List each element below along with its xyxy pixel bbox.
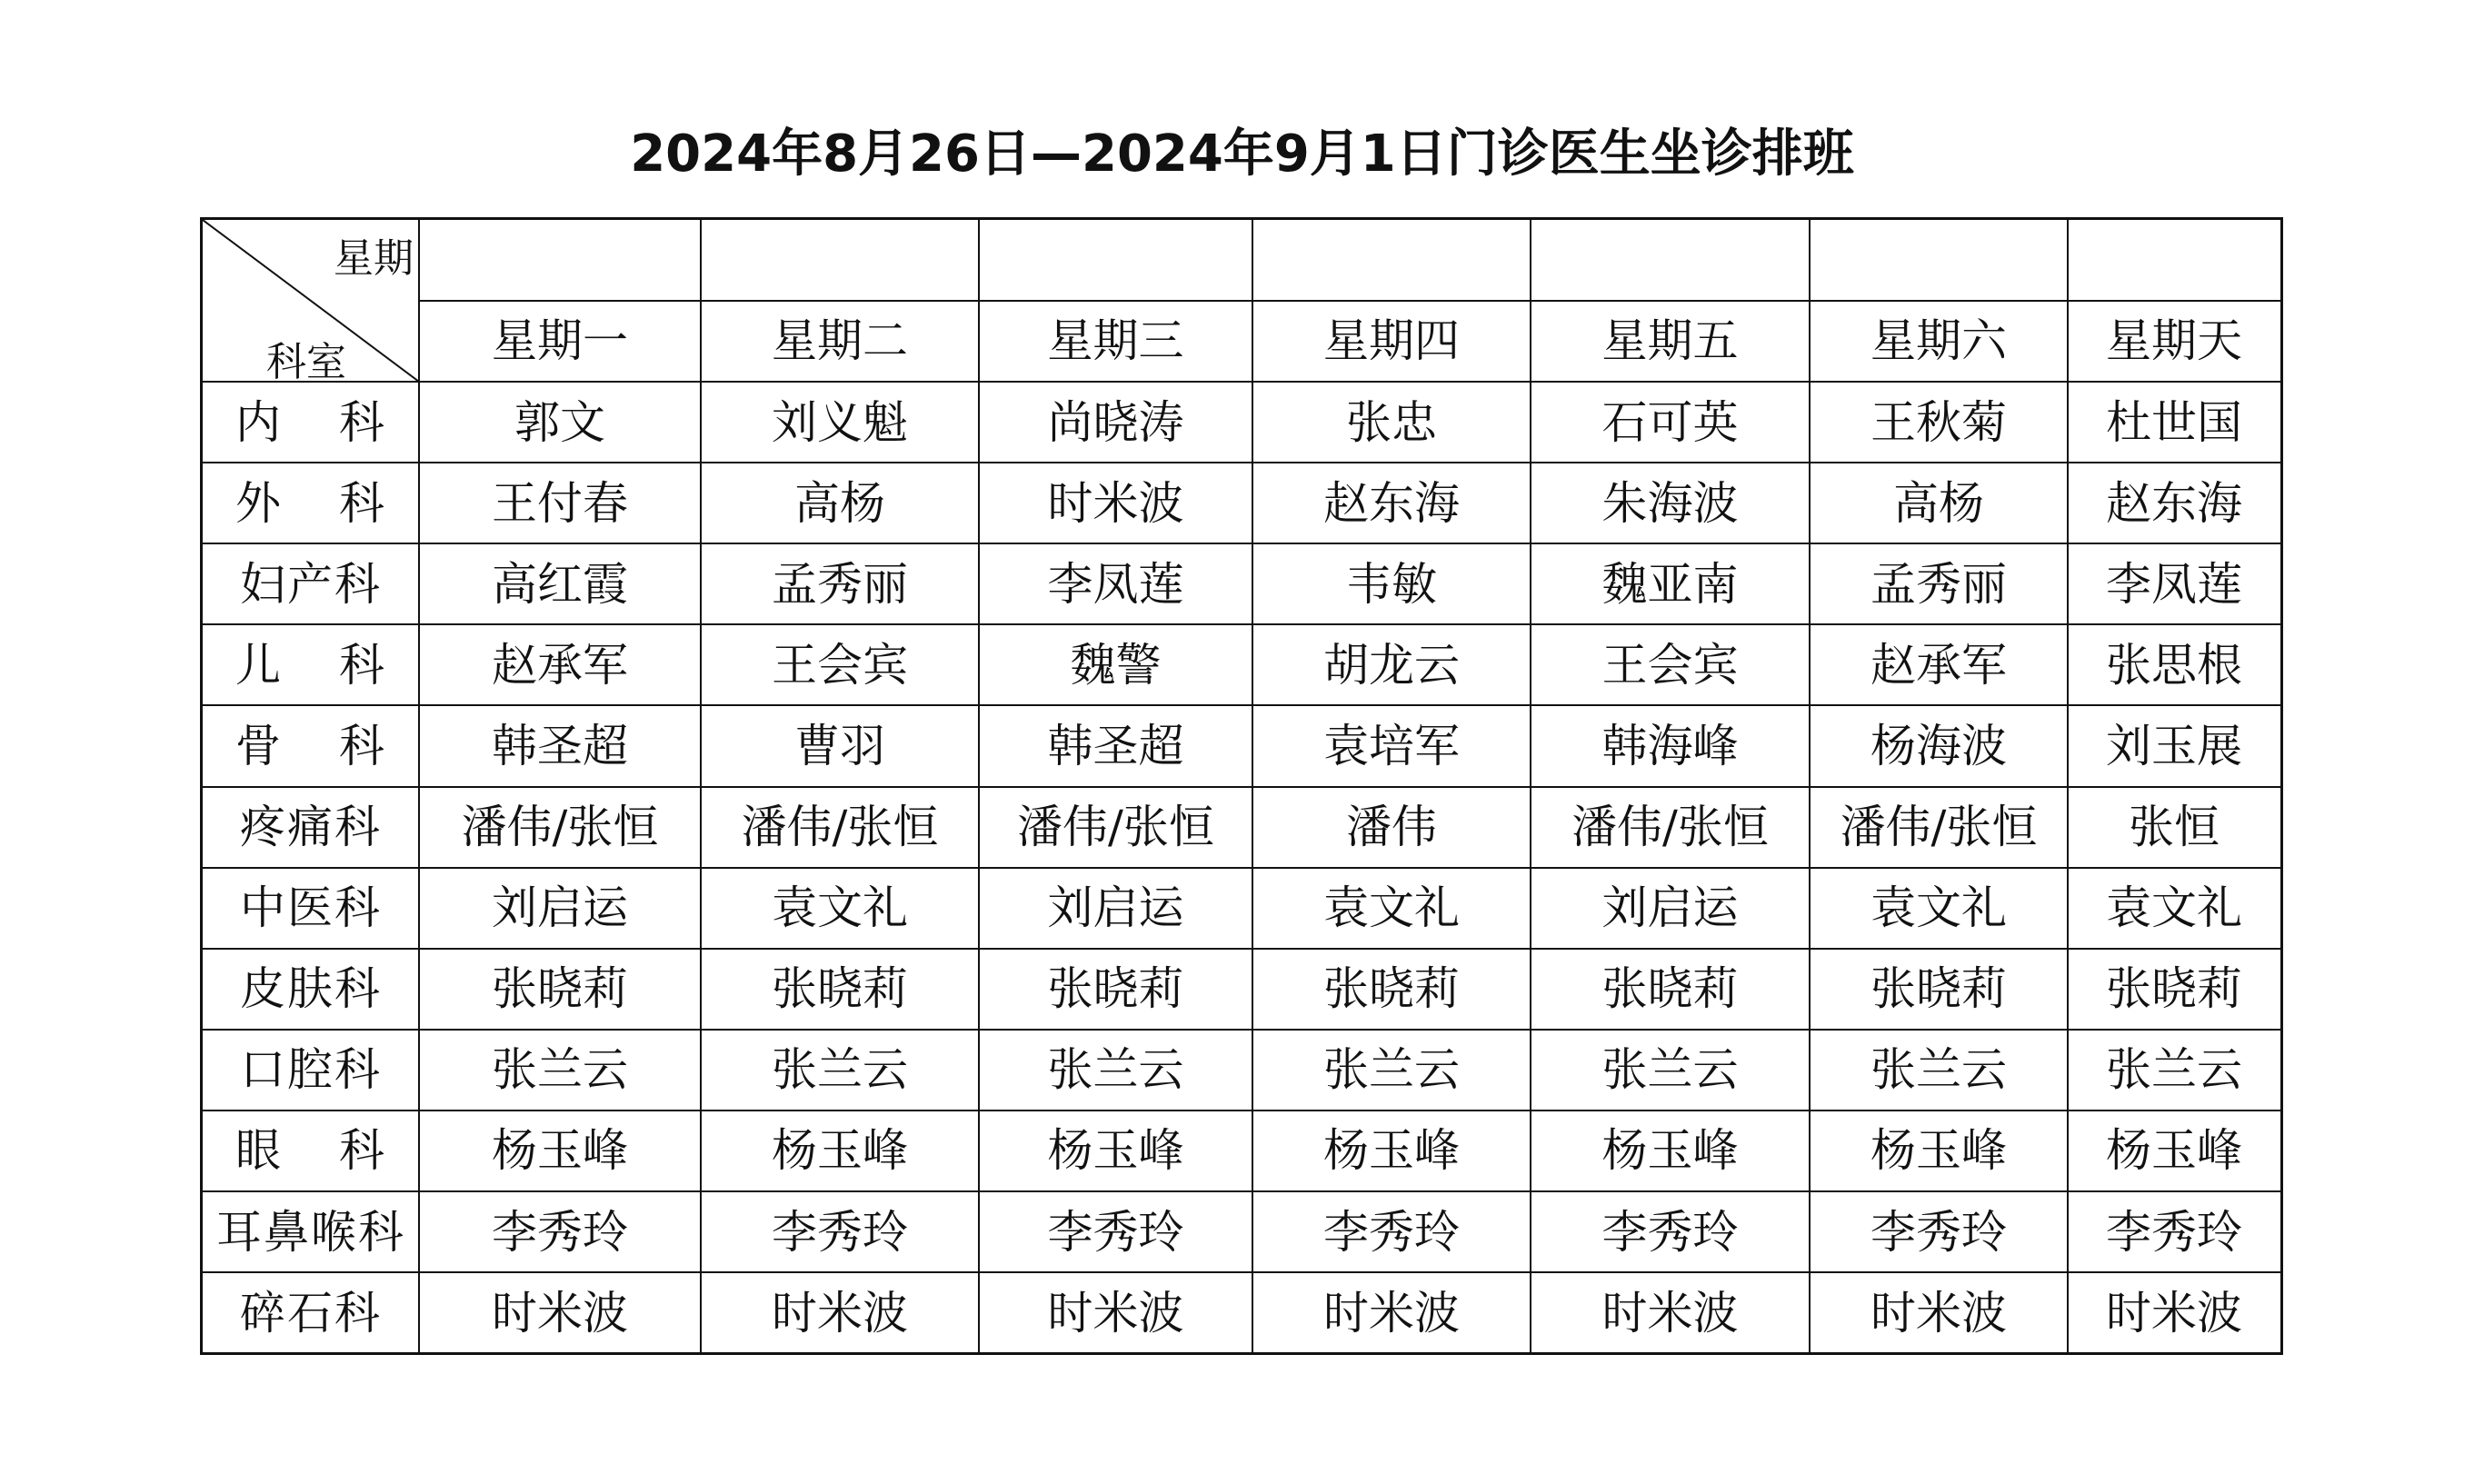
department-label-part: 外 (235, 476, 283, 530)
doctor-cell: 袁文礼 (772, 881, 908, 935)
department-label-part: 儿 (235, 638, 283, 692)
doctor-cell: 张晓莉 (772, 962, 908, 1016)
doctor-cell: 袁培军 (1323, 719, 1460, 772)
doctor-cell: 赵东海 (1323, 476, 1460, 530)
doctor-cell: 赵承军 (1870, 638, 2007, 692)
doctor-cell: 赵东海 (2106, 476, 2242, 530)
doctor-cell: 尚晓涛 (1047, 395, 1184, 449)
doctor-cell: 魏警 (1070, 638, 1162, 692)
doctor-cell: 张思根 (2106, 638, 2242, 692)
doctor-cell: 张恒 (2129, 801, 2220, 854)
department-label (203, 949, 419, 1030)
doctor-cell: 张晓莉 (492, 962, 628, 1016)
doctor-cell: 李秀玲 (492, 1205, 628, 1259)
department-label-part: 碎石科 (240, 1286, 382, 1340)
doctor-cell: 刘玉展 (2106, 719, 2242, 772)
department-label (203, 1030, 419, 1111)
doctor-cell: 王会宾 (1601, 638, 1739, 692)
doctor-cell: 潘伟/张恒 (1571, 801, 1769, 854)
doctor-cell: 潘伟 (1346, 801, 1437, 854)
doctor-cell: 李秀玲 (1601, 1205, 1739, 1259)
doctor-cell: 杨玉峰 (2106, 1124, 2242, 1178)
corner-cell (203, 220, 419, 385)
doctor-cell: 时米波 (772, 1286, 908, 1340)
doctor-cell: 曹羽 (794, 719, 885, 772)
doctor-cell: 石可英 (1601, 395, 1739, 449)
doctor-cell: 袁文礼 (1323, 881, 1460, 935)
doctor-cell: 李秀玲 (1870, 1205, 2007, 1259)
department-label-part: 眼 (235, 1124, 283, 1178)
department-label-part: 科 (339, 1124, 386, 1178)
doctor-cell: 韩圣超 (1047, 719, 1184, 772)
doctor-cell: 时米波 (2106, 1286, 2242, 1340)
doctor-cell: 张兰云 (1047, 1043, 1184, 1097)
corner-label-weekday: 星期 (334, 235, 414, 282)
doctor-cell: 杨玉峰 (772, 1124, 908, 1178)
department-label (203, 705, 419, 786)
doctor-cell: 杨玉峰 (1870, 1124, 2007, 1178)
department-label (203, 543, 419, 624)
department-label (203, 1272, 419, 1353)
doctor-cell: 张兰云 (772, 1043, 908, 1097)
doctor-cell: 时米波 (1323, 1286, 1460, 1340)
doctor-cell: 潘伟/张恒 (1840, 801, 2038, 854)
doctor-cell: 杨玉峰 (492, 1124, 628, 1178)
doctor-cell: 张兰云 (1870, 1043, 2007, 1097)
doctor-cell: 杨玉峰 (1601, 1124, 1739, 1178)
doctor-cell: 韦敏 (1346, 557, 1437, 611)
doctor-cell: 杨玉峰 (1323, 1124, 1460, 1178)
doctor-cell: 郭文 (514, 395, 605, 449)
doctor-cell: 张兰云 (1601, 1043, 1739, 1097)
doctor-cell: 刘义魁 (772, 395, 908, 449)
doctor-cell: 孟秀丽 (772, 557, 908, 611)
doctor-cell: 张忠 (1346, 395, 1437, 449)
doctor-cell: 杜世国 (2106, 395, 2242, 449)
department-label (203, 787, 419, 868)
department-label (203, 624, 419, 705)
doctor-cell: 潘伟/张恒 (741, 801, 939, 854)
doctor-cell: 李秀玲 (1047, 1205, 1184, 1259)
doctor-cell: 张晓莉 (1323, 962, 1460, 1016)
department-label-part: 科 (339, 719, 386, 772)
doctor-cell: 李秀玲 (2106, 1205, 2242, 1259)
doctor-cell: 潘伟/张恒 (1017, 801, 1214, 854)
department-label-part: 口腔科 (240, 1043, 382, 1097)
doctor-cell: 杨玉峰 (1047, 1124, 1184, 1178)
department-label-part: 疼痛科 (240, 801, 382, 854)
doctor-cell: 赵承军 (492, 638, 628, 692)
doctor-cell: 杨海波 (1870, 719, 2007, 772)
department-label (203, 463, 419, 543)
doctor-cell: 刘启运 (1601, 881, 1739, 935)
doctor-cell: 朱海波 (1601, 476, 1739, 530)
doctor-cell: 时米波 (1870, 1286, 2007, 1340)
doctor-cell: 胡龙云 (1323, 638, 1460, 692)
doctor-cell: 高杨 (1893, 476, 1984, 530)
department-label-part: 皮肤科 (240, 962, 382, 1016)
department-label (203, 1111, 419, 1191)
doctor-cell: 袁文礼 (1870, 881, 2007, 935)
doctor-cell: 李凤莲 (1047, 557, 1184, 611)
department-label-part: 科 (339, 638, 386, 692)
day-header: 星期五 (1601, 314, 1739, 367)
doctor-cell: 时米波 (1047, 1286, 1184, 1340)
doctor-cell: 高红霞 (492, 557, 628, 611)
doctor-cell: 张晓莉 (2106, 962, 2242, 1016)
page-title: 2024年8月26日—2024年9月1日门诊医生坐诊排班 (630, 124, 1854, 184)
doctor-cell: 韩圣超 (492, 719, 628, 772)
doctor-cell: 张晓莉 (1047, 962, 1184, 1016)
doctor-cell: 孟秀丽 (1870, 557, 2007, 611)
doctor-cell: 王秋菊 (1870, 395, 2007, 449)
day-header: 星期二 (772, 314, 908, 367)
doctor-cell: 李秀玲 (1323, 1205, 1460, 1259)
doctor-cell: 张兰云 (492, 1043, 628, 1097)
doctor-cell: 潘伟/张恒 (461, 801, 659, 854)
department-label-part: 内 (235, 395, 283, 449)
doctor-cell: 时米波 (1047, 476, 1184, 530)
day-header: 星期天 (2106, 314, 2242, 367)
day-header: 星期三 (1047, 314, 1184, 367)
doctor-cell: 韩海峰 (1601, 719, 1739, 772)
doctor-cell: 王会宾 (772, 638, 908, 692)
doctor-cell: 李凤莲 (2106, 557, 2242, 611)
doctor-cell: 刘启运 (492, 881, 628, 935)
department-label-part: 科 (339, 395, 386, 449)
department-label (203, 1191, 419, 1272)
doctor-cell: 时米波 (492, 1286, 628, 1340)
department-label-part: 骨 (235, 719, 283, 772)
doctor-cell: 李秀玲 (772, 1205, 908, 1259)
doctor-cell: 张晓莉 (1601, 962, 1739, 1016)
day-header: 星期六 (1870, 314, 2007, 367)
doctor-cell: 刘启运 (1047, 881, 1184, 935)
doctor-cell: 时米波 (1601, 1286, 1739, 1340)
schedule-table (200, 217, 2283, 1355)
day-header: 星期四 (1323, 314, 1460, 367)
department-label-part: 中医科 (240, 881, 382, 935)
doctor-cell: 袁文礼 (2106, 881, 2242, 935)
doctor-cell: 王付春 (492, 476, 628, 530)
day-header: 星期一 (492, 314, 628, 367)
department-label (203, 382, 419, 463)
doctor-cell: 张晓莉 (1870, 962, 2007, 1016)
doctor-cell: 魏亚南 (1601, 557, 1739, 611)
department-label-part: 科 (339, 476, 386, 530)
department-label-part: 妇产科 (240, 557, 382, 611)
doctor-cell: 高杨 (794, 476, 885, 530)
department-label (203, 868, 419, 949)
department-label-part: 耳鼻喉科 (216, 1205, 405, 1259)
doctor-cell: 张兰云 (1323, 1043, 1460, 1097)
corner-label-department: 科室 (266, 339, 346, 385)
doctor-cell: 张兰云 (2106, 1043, 2242, 1097)
